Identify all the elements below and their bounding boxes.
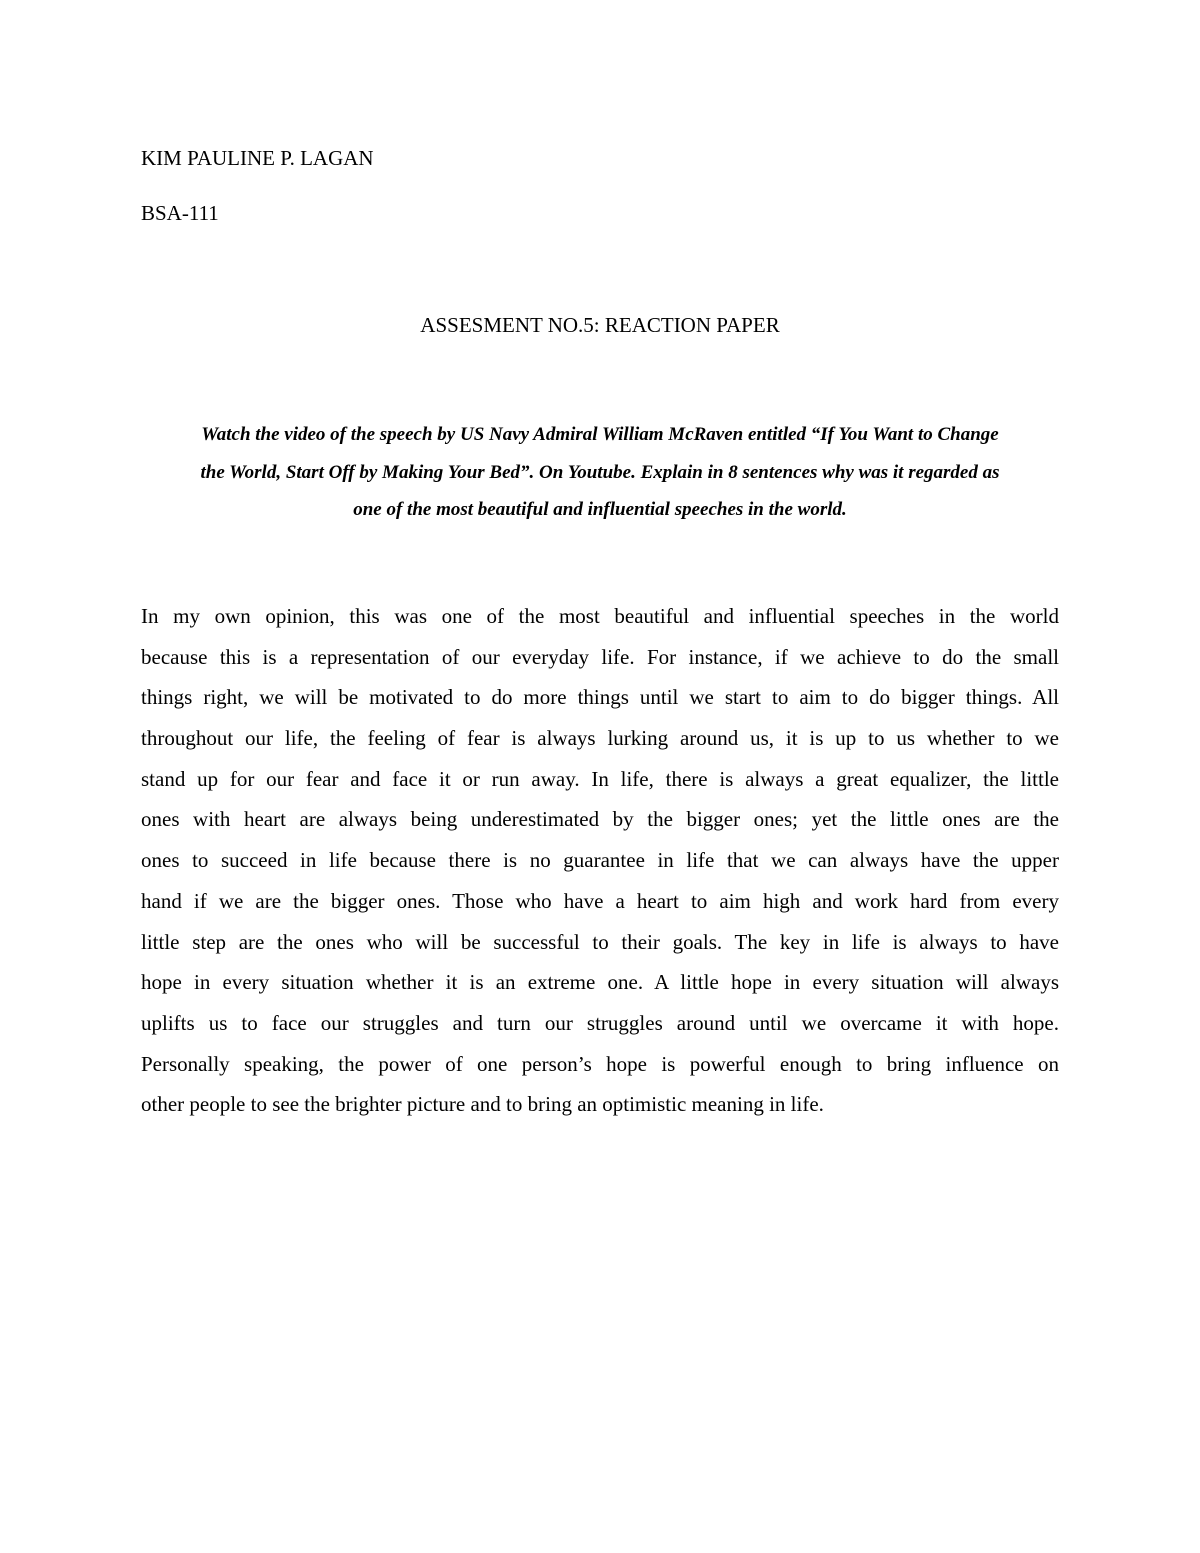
paragraph-line: Personally speaking, the power of one person’s hope is powerful enough to bring influence on (141, 1051, 1059, 1076)
paragraph-line: hand if we are the bigger ones. Those who have a heart to aim high and work hard from every (141, 888, 1059, 913)
paragraph-line: little step are the ones who will be successful to their goals. The key in life is always to have (141, 929, 1059, 954)
paragraph-line: hope in every situation whether it is an extreme one. A little hope in every situation will always (141, 970, 1059, 995)
section-code: BSA-111 (141, 201, 219, 225)
paragraph-line: other people to see the brighter picture and to bring an optimistic meaning in life. (141, 1092, 824, 1117)
instructions-line: one of the most beautiful and influential speeches in the world. (353, 499, 847, 520)
paragraph-line: throughout our life, the feeling of fear is always lurking around us, it is up to us whether to we (141, 726, 1059, 751)
instructions-block (120, 421, 1080, 534)
reaction-paragraph (141, 600, 1059, 1129)
document-title: ASSESMENT NO.5: REACTION PAPER (420, 313, 780, 337)
instructions-line: Watch the video of the speech by US Navy Admiral William McRaven entitled “If You Want to Change (201, 424, 999, 445)
paragraph-line: ones with heart are always being underestimated by the bigger ones; yet the little ones are the (141, 807, 1059, 832)
paragraph-line: things right, we will be motivated to do more things until we start to aim to do bigger things. All (141, 685, 1059, 710)
paragraph-line: In my own opinion, this was one of the most beautiful and influential speeches in the world (141, 604, 1059, 628)
paragraph-line: uplifts us to face our struggles and turn our struggles around until we overcame it with hope. (141, 1010, 1059, 1035)
paragraph-line: because this is a representation of our everyday life. For instance, if we achieve to do the small (141, 644, 1059, 669)
paragraph-line: ones to succeed in life because there is no guarantee in life that we can always have the upper (141, 848, 1059, 873)
paragraph-line: stand up for our fear and face it or run away. In life, there is always a great equalizer, the little (141, 766, 1059, 791)
instructions-line: the World, Start Off by Making Your Bed”. On Youtube. Explain in 8 sentences why was it regarded as (200, 461, 1000, 483)
student-name: KIM PAULINE P. LAGAN (141, 146, 374, 170)
